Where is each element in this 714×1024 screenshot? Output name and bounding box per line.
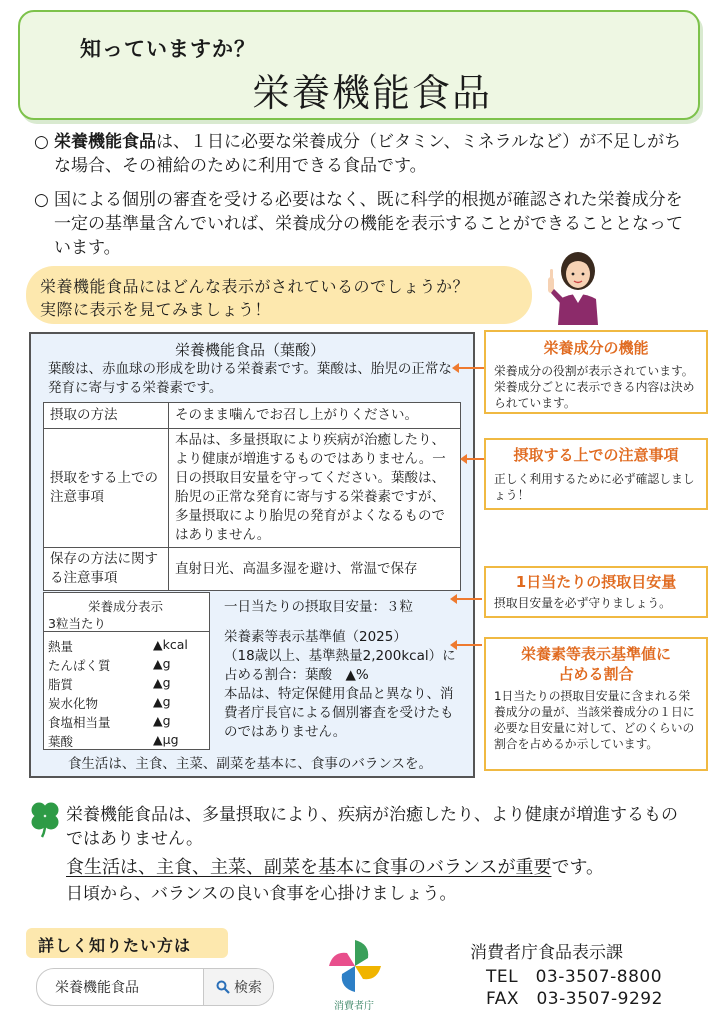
- nutrient-name: 食塩相当量: [48, 715, 111, 730]
- intro-text-1: は、１日に必要な栄養成分（ビタミン、ミネラルなど）が不足しがちな場合、その補給のために利用できる食品です。: [54, 132, 682, 176]
- callout-title: 栄養成分の機能: [543, 339, 649, 357]
- callout-body: 1日当たりの摂取目安量に含まれる栄養成分の量が、当該栄養成分の１日に必要な目安量に対して、どのくらいの割合を占めるか示しています。: [494, 689, 695, 751]
- balance-emphasis: 食生活は、主食、主菜、副菜を基本に食事のバランスが重要: [66, 857, 552, 878]
- caa-logo-icon: [324, 938, 386, 996]
- phone-number: TEL 03-3507-8800: [486, 967, 663, 987]
- table-row: [44, 403, 461, 429]
- table-cell-key: 摂取の方法: [44, 403, 169, 429]
- nutrient-name: 葉酸: [48, 734, 74, 749]
- woman-pointing-icon: [542, 247, 608, 325]
- nutrient-name: 熱量: [48, 639, 74, 654]
- callout-nrv-ratio: [484, 637, 708, 771]
- nrv-ratio-line: 栄養素等表示基準値（2025）: [224, 629, 407, 645]
- table-cell-key: 保存の方法に関する注意事項: [44, 548, 169, 591]
- callout-function: [484, 330, 708, 414]
- nutrient-value: ▲μg: [153, 732, 179, 747]
- table-cell-value: そのまま噛んでお召し上がりください。: [169, 403, 461, 429]
- clover-icon: [28, 800, 62, 838]
- callout-title: 1日当たりの摂取目安量: [515, 573, 677, 591]
- arrow-left-icon: [456, 598, 482, 600]
- nutrient-value: ▲g: [153, 713, 171, 728]
- label-description: 葉酸は、赤血球の形成を助ける栄養素です。葉酸は、胎児の正常な発育に寄与する栄養素です。: [48, 361, 452, 396]
- nutrition-row: [48, 656, 198, 674]
- search-icon: [216, 980, 230, 994]
- callout-title: 栄養素等表示基準値に: [520, 645, 671, 663]
- search-button[interactable]: [203, 969, 274, 1005]
- intro-bold-term: 栄養機能食品: [54, 132, 156, 152]
- search-input[interactable]: [37, 969, 217, 1005]
- nutrient-value: ▲g: [153, 694, 171, 709]
- nutrient-value: ▲g: [153, 656, 171, 671]
- callout-daily-intake: [484, 566, 708, 618]
- nutrient-value: ▲kcal: [153, 637, 188, 652]
- nutrition-row: [48, 732, 198, 750]
- daily-intake: 一日当たりの摂取目安量：３粒: [224, 599, 413, 615]
- table-cell-value: 本品は、多量摂取により疾病が治癒したり、より健康が増進するものではありません。一日の摂取目安量を守ってください。葉酸は、胎児の正常な発育に寄与する栄養素ですが、多量摂取により胎児の発育がよくなるものではありません。: [169, 429, 461, 548]
- nutrition-row: [48, 637, 198, 655]
- agency-name: 消費者庁食品表示課: [470, 943, 623, 963]
- question-line-2: 実際に表示を見てみましょう！: [40, 300, 272, 319]
- nutrition-title: 栄養成分表示: [87, 599, 163, 614]
- table-cell-value: 直射日光、高温多湿を避け、常温で保存: [169, 548, 461, 591]
- nutrition-divider: [43, 631, 209, 632]
- search-box[interactable]: [36, 968, 274, 1006]
- nutrient-name: 脂質: [48, 677, 74, 692]
- balance-end: です。: [551, 857, 605, 878]
- circle-bullet: ○: [34, 132, 49, 152]
- caution-message: 栄養機能食品は、多量摂取により、疾病が治癒したり、より健康が増進するものではありません。: [66, 805, 678, 849]
- callout-body: 摂取目安量を必ず守りましょう。: [494, 596, 671, 610]
- diet-balance-line: 食生活は、主食、主菜、副菜を基本に、食事のバランスを。: [67, 756, 433, 772]
- advice-message: 日頃から、バランスの良い食事を心掛けましょう。: [66, 884, 457, 904]
- table-row: [44, 429, 461, 548]
- callout-body: 栄養成分の役割が表示されています。栄養成分ごとに表示できる内容は決められています。: [494, 364, 695, 410]
- intro-paragraph-1: [34, 130, 684, 178]
- circle-bullet: ○: [34, 190, 49, 210]
- search-button-label: 検索: [234, 980, 262, 996]
- more-info-label: 詳しく知りたい方は: [38, 936, 192, 955]
- arrow-left-icon: [456, 644, 482, 646]
- balance-message: [66, 856, 604, 880]
- callout-title: 摂取する上での注意事項: [513, 446, 679, 464]
- callout-precautions: [484, 438, 708, 510]
- review-notice: 本品は、特定保健用食品と異なり、消費者庁長官による個別審査を受けたものではありません。: [224, 686, 454, 740]
- label-title: 栄養機能食品（葉酸）: [174, 341, 325, 359]
- nrv-ratio-line: 占める割合：葉酸 ▲%: [224, 667, 369, 683]
- nrv-ratio: [224, 628, 464, 685]
- callout-body: 正しく利用するために必ず確認しましょう！: [494, 472, 695, 502]
- fax-number: FAX 03-3507-9292: [486, 989, 663, 1009]
- nutrient-name: 炭水化物: [48, 696, 99, 711]
- nutrition-row: [48, 713, 198, 731]
- header-subtitle: 知っていますか？: [80, 37, 256, 61]
- page-title: 栄養機能食品: [252, 71, 493, 115]
- question-line-1: 栄養機能食品にはどんな表示がされているのでしょうか？: [40, 277, 470, 296]
- table-cell-key: 摂取をする上での注意事項: [44, 429, 169, 548]
- label-table: [43, 402, 461, 591]
- callout-title: 占める割合: [558, 665, 634, 683]
- nutrition-serving: 3粒当たり: [48, 616, 106, 631]
- nutrient-value: ▲g: [153, 675, 171, 690]
- nutrition-row: [48, 694, 198, 712]
- table-row: [44, 548, 461, 591]
- intro-text-2: 国による個別の審査を受ける必要はなく、既に科学的根拠が確認された栄養成分を一定の基準量含んでいれば、栄養成分の機能を表示することができることとなっています。: [54, 190, 683, 258]
- nutrition-row: [48, 675, 198, 693]
- nutrient-name: たんぱく質: [48, 658, 111, 673]
- caa-logo-text: 消費者庁: [334, 1001, 374, 1012]
- nrv-ratio-line: （18歳以上、基準熱量2,200kcal）に: [224, 648, 456, 664]
